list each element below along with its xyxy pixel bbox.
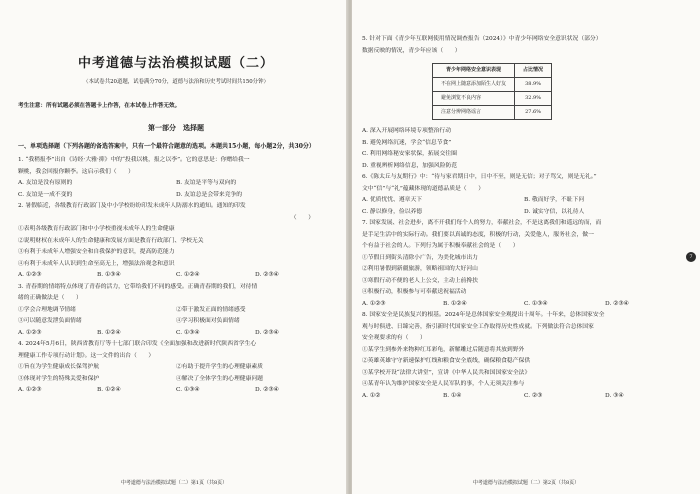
exam-page-2 <box>352 0 700 494</box>
statement-item: ②有助于提升学生的心理健康素质 <box>176 364 263 370</box>
option-b[interactable]: B. ①②④ <box>443 300 467 307</box>
question-line: 颗桃，我会回报你颗李。这启示我们（ ） <box>18 168 134 175</box>
question-1 <box>18 155 334 201</box>
statement-item: ③体现对学生的特殊关爱和保护 <box>18 375 100 382</box>
option-d[interactable]: D. 友谊总是会带来竞争的 <box>176 191 243 198</box>
question-line: 2. 暑假临近，各级教育行政部门及中小学校纷纷印发未成年人防溺水的通知。通知的印发 <box>18 203 246 209</box>
option-c[interactable]: C. ①③④ <box>524 300 548 307</box>
question-line: 3. 青春期的情绪特点体现了青春的活力，它带给我们不同的感受。正确青春期的我们，对待情 <box>18 283 258 290</box>
table-row <box>433 78 552 92</box>
question-line: 安全观要求的有（ ） <box>362 335 426 341</box>
question-line: 文中“信”与“礼”蕴藏体现的道德品质是（ ） <box>362 185 484 192</box>
option-c[interactable]: C. ①③④ <box>176 329 200 336</box>
question-line: 4. 2024年5月6日，陕西省教育厅等十七部门联合印发《全面加强和改进新时代陕西省学生心 <box>18 341 257 347</box>
option-c[interactable]: C. ①③④ <box>176 387 200 393</box>
option-a[interactable]: A. 深入开展网络环境专项整治行动 <box>362 128 452 134</box>
option-a[interactable]: A. ①②③ <box>18 329 42 336</box>
question-3 <box>18 282 334 340</box>
page-footer: 中考道德与法治模拟试题（二）第2页（共8页） <box>472 480 580 486</box>
statement-item: ②利用暑假到新疆旅游，领略祖国的大好河山 <box>362 266 478 272</box>
question-line: 5. 针对下面《青少年互联网使用情况调查报告（2024）》中青少年网络安全意识状况（部分） <box>362 36 602 42</box>
question-line: 观与时俱进、日臻完善，指引新时代国家安全工作取得历史性成就。下列做法符合总体国家 <box>362 323 594 330</box>
option-c[interactable]: C. 静以修身，俭以养德 <box>362 208 423 215</box>
option-row <box>18 328 334 340</box>
option-row <box>362 207 686 219</box>
statement-row <box>18 316 334 328</box>
option-d[interactable]: D. ②③④ <box>255 329 279 336</box>
table-cell: 注意分辨网络谣言 <box>433 106 515 120</box>
question-line: 8. 国家安全是民族复兴的根基。2024年是总体国家安全观提出十周年。十年来，总体国家安全 <box>362 312 605 318</box>
question-line: 1. “我稍报李”出自《诗经·大雅·抑》中的“投我以桃，报之以李”。它的意思是：你赠给我一 <box>18 157 250 163</box>
option-d[interactable]: D. 诚实守信，以礼待人 <box>524 208 585 215</box>
option-b[interactable]: B. ①③④ <box>97 272 121 278</box>
option-b[interactable]: B. 避免网络沉迷，学会“信息节食” <box>362 139 452 146</box>
option-a[interactable]: A. 优质忧忧、遵章天下 <box>362 197 423 203</box>
statement-item: ①旨在为学生健康成长保驾护航 <box>18 364 100 370</box>
statement-item: ①节假日到街头清除小广告，为美化城市出力 <box>362 254 478 261</box>
option-d[interactable]: D. ②③④ <box>255 387 279 393</box>
statement-item: ④某青年认为维护国家安全是人民军队的事，个人无须关注参与 <box>362 381 525 387</box>
question-line: 个有益于社会的人。下列行为属于积极奉献社会的是（ ） <box>362 243 519 249</box>
statement-item: ③有利于未成年人增强安全和自我保护的意识，提高防范能力 <box>18 249 175 255</box>
option-d[interactable]: D. ②③④ <box>255 272 279 278</box>
question-line: （ ） <box>290 214 314 221</box>
survey-table <box>432 63 552 120</box>
statement-item: ③寒假行动不便的老人上公交，主动上前搀扶 <box>362 277 478 284</box>
question-line: 理健康工作专项行动计划》。这一文件的出台（ ） <box>18 352 155 359</box>
option-a[interactable]: A. ①②③ <box>362 300 386 307</box>
question-line: 是手足生活中的实际行动。我们要以真诚的态度，积极的行动，关爱他人，服务社会，做一 <box>362 231 594 238</box>
question-line: 数据反映的情况，青少年应该（ ） <box>362 47 461 54</box>
question-7 <box>362 218 686 310</box>
statement-item: ③可以随意发泄负面情绪 <box>18 318 82 324</box>
option-c[interactable]: C. ②③ <box>524 392 543 399</box>
statement-item: ④积极行动，积极参与可奉献送祝福活动 <box>362 289 467 295</box>
question-line: 绪的正确做法是（ ） <box>18 295 82 301</box>
option-row <box>18 178 334 190</box>
option-c[interactable]: C. 利用网络秘安家状保，拓展交往圈 <box>362 151 457 157</box>
table-header: 占比情况 <box>515 64 552 78</box>
page-side-mark: 7 <box>686 252 696 262</box>
option-c[interactable]: C. ①②④ <box>176 272 200 278</box>
statement-item: ①表明各级教育行政部门和中小学校重视未成年人的生命健康 <box>18 226 175 232</box>
option-b[interactable]: B. ①②④ <box>97 329 121 336</box>
option-d[interactable]: D. ③④ <box>605 392 624 399</box>
option-row <box>18 385 334 397</box>
statement-item: ④有利于未成年人认识到生命至高无上，增强法治观念和意识 <box>18 260 175 267</box>
exam-notice: 考生注意：所有试题必须在答题卡上作答，在本试卷上作答无效。 <box>18 103 181 109</box>
table-header: 青少年网络安全意识表现 <box>433 64 515 78</box>
exam-title: 中考道德与法治模拟试题（二） <box>77 56 274 71</box>
statement-item: ①某学生到参外来物种红耳彩龟，新解雕过后随意将其放到野外 <box>362 346 525 353</box>
option-d[interactable]: D. ②③④ <box>605 300 629 307</box>
option-a[interactable]: A. ①② <box>362 392 381 399</box>
statement-item: ④解决了全体学生的心理健康问题 <box>176 375 263 382</box>
statement-row <box>18 305 334 317</box>
option-row <box>18 270 334 282</box>
option-d[interactable]: D. 重视辨析网络信息，加强风险防范 <box>362 162 458 169</box>
section-title: 第一部分 选择题 <box>148 123 204 132</box>
option-row <box>362 195 686 207</box>
option-a[interactable]: A. 友谊是没有原则的 <box>18 180 73 186</box>
question-line: 6.《陈太丘与友期行》中：“待与家君期日中，日中不至，则是无信；对子骂父，则是无礼。” <box>362 174 597 180</box>
statement-item: ②英雄英雄守守新速保护红线和粮食安全底线，确保粮食稳产保供 <box>362 358 531 364</box>
exam-subtitle: （本试卷共20道题，试卷满分70分，道德与法治和历史考试时间共150分钟） <box>83 79 269 85</box>
page-footer: 中考道德与法治模拟试题（二）第1页（共8页） <box>120 480 228 486</box>
option-row <box>18 190 334 202</box>
statement-item: ①学会合理地调节情绪 <box>18 306 76 313</box>
statement-item: ③某学校开设“法律大讲堂”，宣讲《中华人民共和国国家安全法》 <box>362 369 531 376</box>
question-line: 7. 国家发展、社会进步，离不开我们每个人的努力，奉献社会，不是这离我们和遥远的而，而 <box>362 220 602 226</box>
option-b[interactable]: B. 敬而好学，不耻下问 <box>524 197 585 203</box>
statement-row <box>18 374 334 386</box>
statement-item: ②带于激发正面的情绪感受 <box>176 306 246 313</box>
option-b[interactable]: B. ①②④ <box>97 387 121 393</box>
statement-item: ④学习积极面对负面情绪 <box>176 318 240 324</box>
option-a[interactable]: A. ①②③ <box>18 387 42 393</box>
exam-page-1 <box>0 0 348 494</box>
option-b[interactable]: B. ①④ <box>443 392 462 399</box>
table-cell: 32.9% <box>515 92 552 106</box>
option-c[interactable]: C. 友谊是一成不变的 <box>18 191 73 198</box>
question-heading: 一、单项选择题（下列各题的备选答案中，只有一个最符合题意的选项。本题共15小题，每小题2分，共30分） <box>18 143 315 150</box>
question-5 <box>362 34 686 172</box>
option-row <box>362 299 686 311</box>
statement-row <box>18 362 334 374</box>
table-cell: 避免浏览不良内容 <box>433 92 515 106</box>
statement-item: ②说明财权在未成年人的生命健康和发展方面是教育行政部门、学校无关 <box>18 237 204 244</box>
option-a[interactable]: A. ①②③ <box>18 272 42 278</box>
question-8 <box>362 310 686 402</box>
table-cell: 不在网上随意添加陌生人好友 <box>433 78 515 92</box>
table-row <box>433 106 552 120</box>
option-row <box>362 391 686 403</box>
table-cell: 27.6% <box>515 106 552 120</box>
question-2 <box>18 201 334 282</box>
table-cell: 38.9% <box>515 78 552 92</box>
question-6 <box>362 172 686 218</box>
option-b[interactable]: B. 友谊是平等与双向的 <box>176 180 237 186</box>
question-4 <box>18 339 334 397</box>
table-header-row <box>433 64 552 78</box>
table-row <box>433 92 552 106</box>
